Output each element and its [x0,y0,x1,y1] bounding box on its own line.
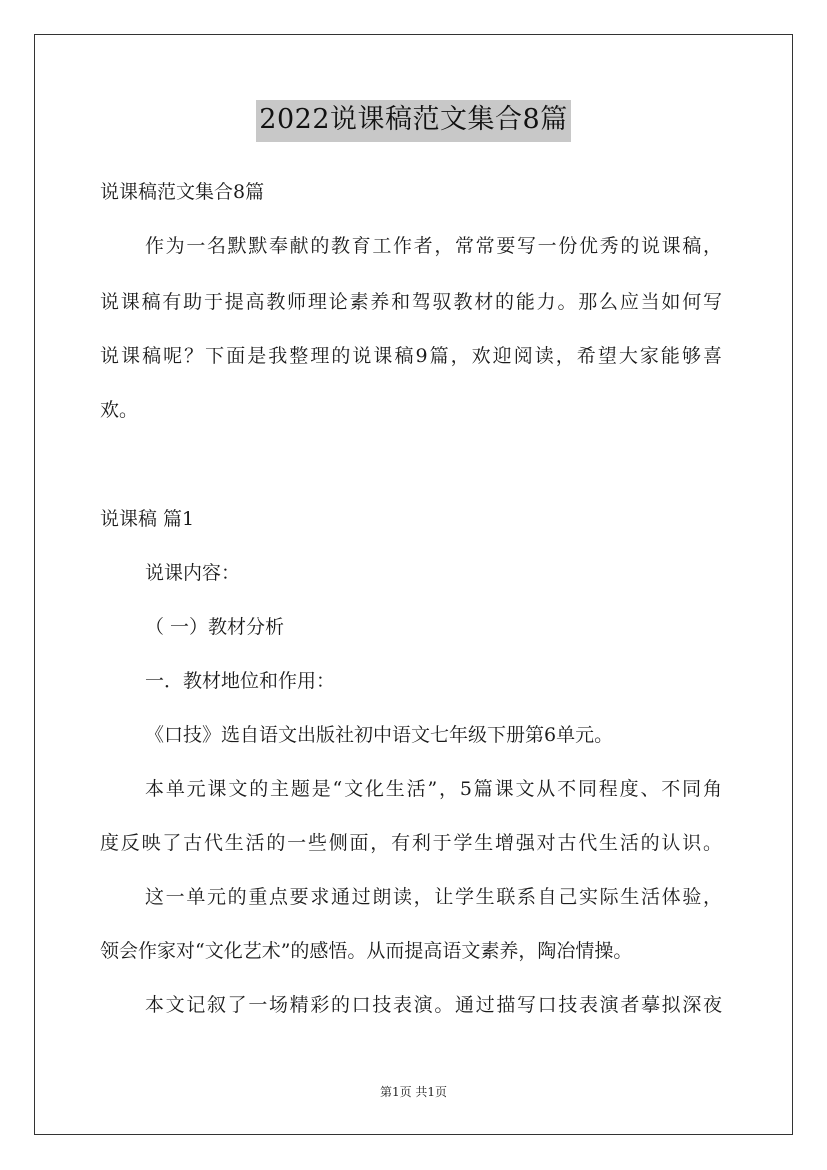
section-heading: 说课稿 篇1 [100,508,195,530]
body-line-8: 领会作家对“文化艺术”的感悟。从而提高语文素养，陶冶情操。 [100,940,633,962]
intro-line-4: 欢。 [100,399,139,421]
page-footer: 第1页 共1页 [379,1085,448,1099]
body-line-3: 一．教材地位和作用： [145,670,336,692]
body-line-1: 说课内容： [145,562,241,584]
body-line-4: 《口技》选自语文出版社初中语文七年级下册第6单元。 [145,724,614,746]
body-line-6: 度反映了古代生活的一些侧面，有利于学生增强对古代生活的认识。 [100,832,722,854]
intro-line-2: 说课稿有助于提高教师理论素养和驾驭教材的能力。那么应当如何写 [100,291,722,313]
body-line-9: 本文记叙了一场精彩的口技表演。通过描写口技表演者摹拟深夜 [145,994,722,1016]
body-line-7: 这一单元的重点要求通过朗读，让学生联系自己实际生活体验， [145,886,722,908]
document-title: 2022说课稿范文集合8篇 [256,100,570,142]
intro-line-3: 说课稿呢？下面是我整理的说课稿9篇，欢迎阅读，希望大家能够喜 [100,345,722,367]
body-line-2: （ 一）教材分析 [145,616,285,638]
title-container [0,100,827,142]
body-line-5: 本单元课文的主题是“文化生活”，5篇课文从不同程度、不同角 [145,778,722,800]
intro-line-1: 作为一名默默奉献的教育工作者，常常要写一份优秀的说课稿， [145,235,722,257]
document-subtitle: 说课稿范文集合8篇 [100,181,265,203]
